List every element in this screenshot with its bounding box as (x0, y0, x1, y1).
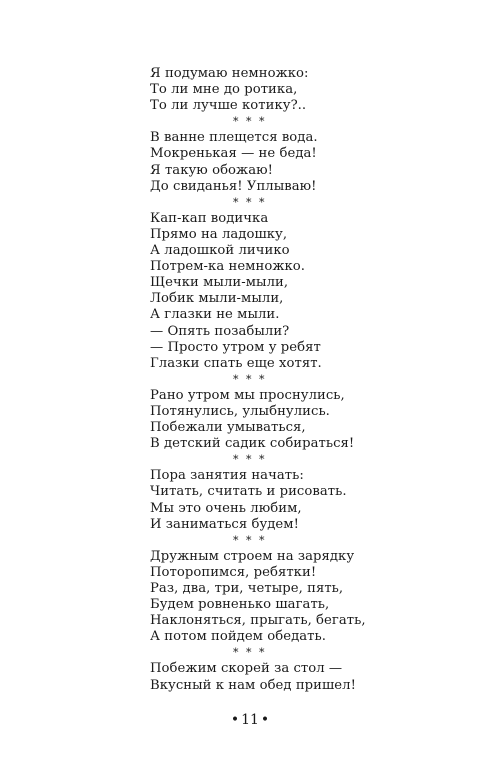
poem-line: То ли мне до ротика, (150, 82, 298, 98)
poem-line: Мы это очень любим, (150, 500, 302, 516)
poem-line: Побежали умываться, (150, 420, 306, 436)
page-number-footer (0, 711, 500, 729)
poem-line: Пора занятия начать: (150, 468, 304, 484)
poem-line: — Опять позабыли? (150, 323, 290, 339)
poem-line: Вкусный к нам обед пришел! (150, 677, 356, 693)
poem-line: Рано утром мы проснулись, (150, 387, 345, 403)
poem-line: В ванне плещется вода. (150, 130, 318, 146)
poem-line: Глазки спать еще хотят. (150, 355, 322, 371)
folio-bullet-left: • (230, 712, 240, 728)
poem-line: Я подумаю немножко: (150, 66, 309, 81)
poem-line: Лобик мыли-мыли, (150, 291, 284, 307)
stanza-separator: * * * (233, 533, 267, 547)
stanza-separator: * * * (233, 453, 267, 467)
poem-line: Я такую обожаю! (150, 162, 274, 178)
stanza-separator: * * * (233, 372, 267, 386)
poem-line: Потянулись, улыбнулись. (150, 403, 330, 419)
poem-line: Дружным строем на зарядку (150, 548, 355, 564)
poem-line: Читать, считать и рисовать. (150, 484, 347, 500)
poem-line: Поторопимся, ребятки! (150, 564, 317, 580)
stanza-separator: * * * (233, 195, 267, 209)
poem-line: И заниматься будем! (150, 516, 299, 532)
poem-line: Побежим скорей за стол — (150, 661, 343, 677)
poem-line: В детский садик собираться! (150, 436, 355, 452)
poem-line: Прямо на ладошку, (150, 226, 288, 242)
poem-line: Мокренькая — не беда! (150, 146, 317, 162)
poem-line: Кап-кап водичка (150, 210, 269, 226)
poem-text (150, 66, 470, 694)
poem-line: Потрем-ка немножко. (150, 259, 306, 275)
poem-line: А потом пойдем обедать. (150, 629, 326, 645)
poem-line: Наклоняться, прыгать, бегать, (150, 613, 366, 629)
poem-line: То ли лучше котику?.. (150, 98, 307, 114)
poem-line: Будем ровненько шагать, (150, 597, 330, 613)
poem-line: Раз, два, три, четыре, пять, (150, 581, 344, 596)
poem-line: А глазки не мыли. (150, 307, 280, 323)
stanza-separator: * * * (233, 115, 267, 129)
poem-line: А ладошкой личико (150, 243, 290, 259)
poem-line: — Просто утром у ребят (150, 339, 321, 355)
poem-line: До свиданья! Уплываю! (150, 178, 317, 194)
stanza-separator: * * * (233, 646, 267, 660)
page-number: 11 (241, 712, 259, 728)
poem-line: Щечки мыли-мыли, (150, 275, 289, 291)
folio-bullet-right: • (260, 712, 270, 728)
